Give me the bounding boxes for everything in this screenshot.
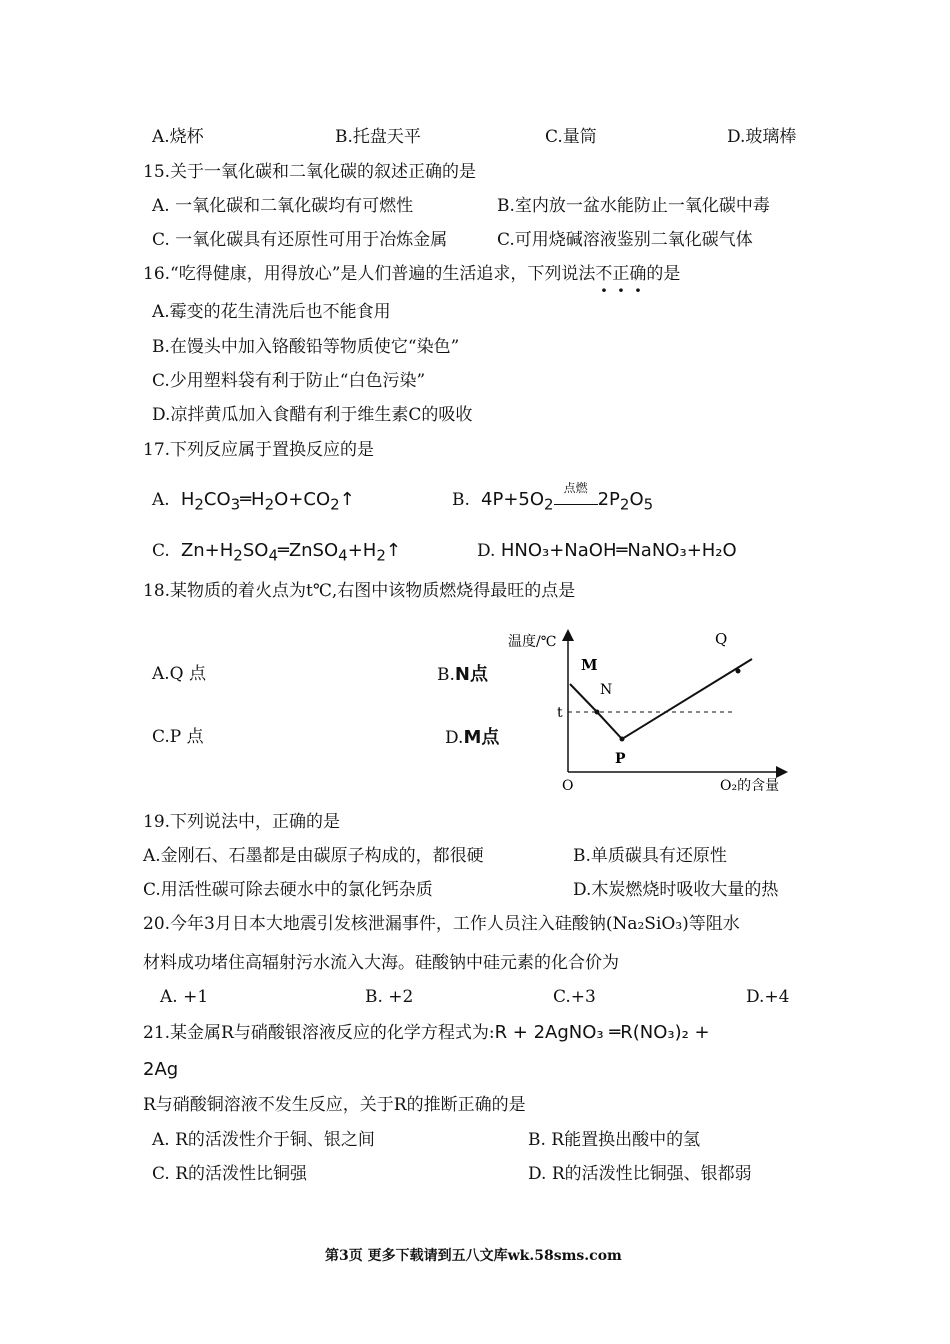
- graph-x-label: O₂的含量: [720, 778, 780, 794]
- q17-option-b-label: B.: [452, 490, 470, 510]
- q20-stem-line-2: 材料成功堵住高辐射污水流入大海。硅酸钠中硅元素的化合价为: [143, 953, 619, 973]
- graph-point-q: Q: [715, 630, 728, 648]
- q18-option-c: C.P 点: [152, 727, 204, 747]
- q17-equation-a: $H_2CO_3═H_2O+CO_2↑$: [175, 489, 355, 514]
- q15-option-a: A. 一氧化碳和二氧化碳均有可燃性: [152, 196, 414, 216]
- q16-emph-char-1: 不: [595, 264, 613, 284]
- graph-point-p-marker: [620, 737, 625, 742]
- q14-option-a: A.烧杯: [152, 127, 204, 147]
- q18-option-d-text: M点: [463, 727, 500, 748]
- graph-point-p: P: [615, 751, 626, 767]
- q17-option-a-label: A.: [152, 490, 170, 510]
- q16-stem: [143, 264, 680, 284]
- q16-option-a: A.霉变的花生清洗后也不能食用: [152, 302, 391, 322]
- q18-option-a: A.Q 点: [152, 664, 207, 684]
- q18-stem: 18.某物质的着火点为t℃,右图中该物质燃烧得最旺的点是: [143, 581, 576, 601]
- q21-stem-line-1: [143, 1022, 710, 1044]
- graph-y-label: 温度/℃: [508, 634, 557, 650]
- q17-option-c: [152, 540, 401, 565]
- q20-option-c: C.+3: [553, 987, 596, 1007]
- q19-option-d: D.木炭燃烧时吸收大量的热: [573, 880, 779, 900]
- q14-option-c: C.量筒: [545, 127, 597, 147]
- q18-option-b-label: B.: [437, 665, 455, 685]
- q21-option-d: D. R的活泼性比铜强、银都弱: [528, 1164, 752, 1184]
- q16-emph-char-3: 确: [629, 264, 647, 284]
- q17-equation-c: $Zn+H_2SO_4═ZnSO_4+H_2↑$: [175, 540, 401, 565]
- q21-option-c: C. R的活泼性比铜强: [152, 1164, 308, 1184]
- q15-option-d: C.可用烧碱溶液鉴别二氧化碳气体: [497, 230, 753, 250]
- q15-option-c: C. 一氧化碳具有还原性可用于冶炼金属: [152, 230, 448, 250]
- q20-option-d: D.+4: [746, 987, 790, 1007]
- q17-option-c-label: C.: [152, 541, 170, 561]
- q17-reaction-condition: [554, 481, 598, 505]
- q21-option-b: B. R能置换出酸中的氢: [528, 1130, 701, 1150]
- q20-option-b: B. +2: [365, 987, 414, 1007]
- q20-stem-line-1: 20.今年3月日本大地震引发核泄漏事件，工作人员注入硅酸钠(Na₂SiO₃)等阻水: [143, 914, 740, 934]
- q16-stem-after: 的是: [646, 264, 681, 284]
- q15-option-b: B.室内放一盆水能防止一氧化碳中毒: [497, 196, 770, 216]
- q21-equation-part-1: R + 2AgNO₃ ═R(NO₃)₂ +: [494, 1022, 710, 1043]
- q16-option-d: D.凉拌黄瓜加入食醋有利于维生素C的吸收: [152, 405, 473, 425]
- q17-equation-d: HNO₃+NaOH═NaNO₃+H₂O: [500, 540, 737, 561]
- q18-temperature-graph: [500, 622, 800, 802]
- q14-option-b: B.托盘天平: [335, 127, 421, 147]
- page-footer: 第3页 更多下载请到五八文库wk.58sms.com: [325, 1248, 622, 1264]
- q16-option-c: C.少用塑料袋有利于防止“白色污染”: [152, 371, 426, 391]
- q17-equation-b: $4P+5O_2$: [475, 489, 554, 514]
- q21-option-a: A. R的活泼性介于铜、银之间: [152, 1130, 375, 1150]
- q18-option-d: [445, 727, 499, 749]
- q15-stem: 15.关于一氧化碳和二氧化碳的叙述正确的是: [143, 162, 477, 182]
- q18-option-b-text: N点: [454, 664, 488, 685]
- q21-stem-line-2: R与硝酸铜溶液不发生反应，关于R的推断正确的是: [143, 1095, 526, 1115]
- graph-t-label: t: [557, 705, 563, 721]
- q17-option-b: [452, 481, 654, 514]
- q17-option-d: [477, 540, 737, 562]
- graph-origin-label: O: [562, 778, 574, 794]
- q19-option-b: B.单质碳具有还原性: [573, 846, 727, 866]
- q17-equation-b-product: $2P_2O_5$: [597, 489, 654, 514]
- q17-option-d-label: D.: [477, 541, 496, 561]
- q18-option-b: [437, 664, 488, 686]
- graph-point-q-marker: [736, 669, 741, 674]
- q17-option-a: [152, 489, 355, 514]
- graph-point-n: N: [600, 682, 613, 698]
- q17-stem: 17.下列反应属于置换反应的是: [143, 440, 375, 460]
- q17-condition-label: 点燃: [563, 481, 588, 495]
- graph-point-m: M: [581, 656, 598, 674]
- q21-stem-text: 21.某金属R与硝酸银溶液反应的化学方程式为:: [143, 1023, 495, 1043]
- q19-option-a: A.金刚石、石墨都是由碳原子构成的，都很硬: [143, 846, 484, 866]
- q16-stem-before: 16.“吃得健康，用得放心”是人们普遍的生活追求，下列说法: [143, 264, 596, 284]
- q16-emph-char-2: 正: [612, 264, 630, 284]
- q18-option-d-label: D.: [445, 728, 464, 748]
- q14-option-d: D.玻璃棒: [727, 127, 797, 147]
- q21-equation-part-2: 2Ag: [143, 1059, 179, 1080]
- q20-option-a: A. +1: [160, 987, 209, 1007]
- q16-option-b: B.在馒头中加入铬酸铅等物质使它“染色”: [152, 337, 460, 357]
- graph-point-n-marker: [595, 710, 600, 715]
- q19-stem: 19.下列说法中，正确的是: [143, 812, 341, 832]
- q19-option-c: C.用活性碳可除去硬水中的氯化钙杂质: [143, 880, 433, 900]
